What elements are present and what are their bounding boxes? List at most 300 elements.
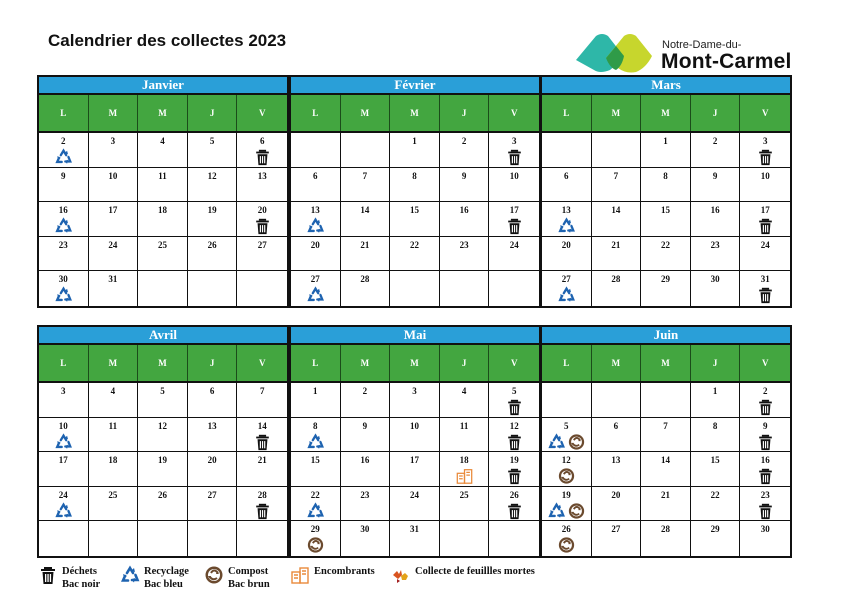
collection-icons	[542, 286, 591, 304]
trash-icon	[505, 502, 524, 520]
day-cell	[291, 418, 341, 453]
day-number: 25	[108, 489, 118, 500]
day-cell	[691, 521, 741, 556]
recycle-icon	[306, 433, 325, 451]
day-number: 5	[564, 420, 569, 431]
day-number: 6	[564, 170, 569, 181]
day-number: 17	[509, 205, 519, 216]
collection-icons	[740, 398, 790, 416]
day-number: 8	[663, 170, 668, 181]
day-cell	[489, 452, 539, 487]
collection-icons	[489, 467, 539, 485]
day-cell	[291, 133, 341, 168]
day-cell	[237, 271, 287, 306]
day-number: 9	[712, 170, 718, 181]
day-cell	[341, 487, 391, 522]
day-cell	[641, 271, 691, 306]
day-cell	[542, 133, 592, 168]
trash-icon	[505, 148, 524, 166]
day-number: 20	[257, 205, 267, 216]
day-cell	[489, 133, 539, 168]
day-cell	[237, 452, 287, 487]
day-number: 5	[160, 386, 165, 396]
day-cell	[390, 452, 440, 487]
day-number: 17	[760, 205, 770, 216]
collection-icons	[39, 433, 88, 451]
day-number: 14	[660, 455, 670, 466]
day-cell	[489, 487, 539, 522]
day-cell	[390, 418, 440, 453]
day-cell	[489, 271, 539, 306]
trash-icon	[756, 467, 775, 485]
day-cell	[592, 487, 642, 522]
day-cell	[188, 452, 238, 487]
day-cell	[39, 202, 89, 237]
day-cell	[641, 237, 691, 272]
trash-icon	[756, 502, 775, 520]
weekday-label: J	[691, 95, 741, 131]
day-number: 20	[310, 239, 320, 250]
day-cell	[341, 271, 391, 306]
day-cell	[341, 237, 391, 272]
collection-icons	[740, 217, 790, 235]
weekday-header	[542, 95, 790, 133]
day-cell	[188, 202, 238, 237]
day-cell	[291, 521, 341, 556]
month-name: Mars	[542, 77, 790, 95]
day-number: 26	[561, 524, 571, 535]
day-cell	[89, 487, 139, 522]
recycle-icon	[54, 433, 73, 451]
day-number: 1	[412, 136, 417, 146]
day-cell	[740, 521, 790, 556]
collection-icons	[489, 502, 539, 520]
day-cell	[341, 133, 391, 168]
day-number: 5	[511, 386, 517, 396]
day-number: 21	[660, 489, 670, 500]
day-cell	[489, 418, 539, 453]
day-number: 2	[712, 136, 718, 146]
day-number: 24	[58, 489, 68, 500]
day-cell	[341, 168, 391, 203]
day-number: 11	[108, 420, 118, 431]
legend-line1: Collecte de feuillles mortes	[415, 566, 535, 577]
day-cell	[592, 133, 642, 168]
legend-line1: Déchets	[62, 566, 97, 577]
day-cell	[188, 418, 238, 453]
day-cell	[237, 202, 287, 237]
day-number: 27	[561, 274, 571, 285]
collection-icons	[291, 502, 340, 520]
day-number: 3	[61, 386, 66, 396]
collection-icons	[489, 398, 539, 416]
legend-text	[228, 565, 270, 591]
day-number: 28	[360, 274, 370, 285]
day-cell	[138, 133, 188, 168]
day-cell	[291, 487, 341, 522]
day-cell	[691, 487, 741, 522]
weekday-label: M	[138, 345, 188, 381]
weekday-label: L	[39, 345, 89, 381]
day-cell	[89, 237, 139, 272]
day-cell	[641, 202, 691, 237]
day-cell	[188, 271, 238, 306]
day-number: 25	[157, 239, 167, 250]
legend-text	[415, 565, 535, 578]
weekday-label: M	[390, 345, 440, 381]
day-number: 3	[110, 136, 116, 146]
day-number: 2	[61, 136, 66, 146]
weekday-label: V	[761, 358, 769, 368]
day-cell	[740, 418, 790, 453]
day-cell	[188, 133, 238, 168]
trash-icon	[505, 398, 524, 416]
day-number: 14	[257, 420, 267, 431]
municipality-logo	[572, 30, 794, 76]
day-cell	[390, 487, 440, 522]
day-number: 5	[209, 136, 215, 146]
day-cell	[291, 202, 341, 237]
day-cell	[39, 487, 89, 522]
legend-line1: Encombrants	[314, 566, 375, 577]
day-number: 24	[108, 239, 118, 250]
day-number: 1	[663, 136, 668, 146]
day-number: 16	[459, 205, 469, 216]
day-number: 26	[207, 239, 217, 250]
day-cell	[691, 237, 741, 272]
day-number: 10	[58, 420, 68, 431]
weekday-label: M	[89, 345, 139, 381]
day-number: 24	[409, 489, 419, 500]
day-number: 4	[461, 386, 467, 396]
day-grid	[542, 133, 790, 306]
day-number: 2	[762, 386, 768, 396]
trash-icon	[505, 467, 524, 485]
day-cell	[641, 168, 691, 203]
logo-leaves-icon	[572, 30, 664, 76]
day-cell	[39, 418, 89, 453]
collection-icons	[39, 286, 88, 304]
day-number: 11	[459, 420, 469, 431]
day-number: 18	[459, 455, 469, 466]
day-number: 21	[611, 239, 621, 250]
collection-icons	[740, 502, 790, 520]
day-cell	[740, 487, 790, 522]
day-cell	[489, 383, 539, 418]
day-cell	[542, 487, 592, 522]
day-cell	[740, 133, 790, 168]
legend-line1: Recyclage	[144, 566, 189, 577]
day-number: 30	[58, 274, 68, 285]
weekday-header	[291, 95, 539, 133]
collection-icons	[542, 433, 591, 451]
day-cell	[641, 418, 691, 453]
day-number: 22	[310, 489, 320, 500]
weekday-label: L	[291, 95, 341, 131]
legend-item-leaves	[391, 565, 535, 585]
day-number: 29	[660, 274, 670, 285]
day-cell	[138, 452, 188, 487]
day-cell	[592, 271, 642, 306]
day-cell	[390, 133, 440, 168]
day-cell	[237, 521, 287, 556]
day-cell	[542, 202, 592, 237]
day-number: 4	[160, 136, 165, 146]
legend-text	[314, 565, 375, 578]
day-number: 31	[409, 524, 419, 535]
month-5	[540, 325, 792, 558]
day-cell	[390, 521, 440, 556]
day-cell	[89, 168, 139, 203]
day-number: 7	[259, 386, 265, 396]
day-number: 15	[310, 455, 320, 466]
weekday-label: V	[258, 358, 266, 368]
day-number: 12	[561, 455, 571, 466]
collection-icons	[542, 502, 591, 520]
day-cell	[390, 202, 440, 237]
compost-icon	[306, 536, 325, 554]
day-number: 22	[409, 239, 419, 250]
day-cell	[341, 383, 391, 418]
day-cell	[691, 133, 741, 168]
day-cell	[89, 452, 139, 487]
day-number: 22	[710, 489, 720, 500]
day-number: 12	[509, 420, 519, 431]
day-number: 18	[108, 455, 118, 466]
day-cell	[641, 133, 691, 168]
day-number: 29	[710, 524, 720, 535]
day-number: 2	[461, 136, 467, 146]
weekday-label: J	[188, 345, 238, 381]
day-cell	[188, 383, 238, 418]
legend-line1: Compost	[228, 566, 269, 577]
day-number: 12	[207, 170, 217, 181]
day-grid	[39, 133, 287, 306]
day-number: 6	[313, 170, 318, 181]
weekday-label: L	[542, 345, 592, 381]
day-cell	[440, 133, 490, 168]
day-cell	[138, 271, 188, 306]
weekday-label: V	[761, 108, 769, 118]
month-3	[37, 325, 289, 558]
day-number: 21	[360, 239, 370, 250]
day-cell	[542, 383, 592, 418]
day-number: 19	[561, 489, 571, 500]
legend-item-bulky	[290, 565, 375, 585]
collection-icons	[489, 217, 539, 235]
day-number: 13	[611, 455, 621, 466]
day-cell	[138, 237, 188, 272]
day-cell	[542, 237, 592, 272]
day-number: 21	[257, 455, 267, 466]
day-cell	[641, 452, 691, 487]
day-cell	[138, 383, 188, 418]
day-number: 6	[209, 386, 215, 396]
trash-icon	[756, 398, 775, 416]
day-cell	[237, 487, 287, 522]
weekday-header	[39, 95, 287, 133]
collection-icons	[237, 148, 287, 166]
collection-icons	[740, 433, 790, 451]
legend-text	[62, 565, 100, 591]
day-cell	[440, 202, 490, 237]
legend-text	[144, 565, 189, 591]
day-number: 26	[509, 489, 519, 500]
day-cell	[237, 133, 287, 168]
month-name: Janvier	[39, 77, 287, 95]
legend-item-recycle	[120, 565, 189, 591]
day-number: 18	[157, 205, 167, 216]
collection-icons	[489, 433, 539, 451]
day-cell	[188, 521, 238, 556]
legend-line2: Bac noir	[62, 579, 101, 590]
day-cell	[440, 237, 490, 272]
day-number: 20	[611, 489, 621, 500]
weekday-label: M	[390, 95, 440, 131]
day-number: 26	[157, 489, 167, 500]
day-number: 14	[611, 205, 621, 216]
day-cell	[440, 271, 490, 306]
day-cell	[39, 237, 89, 272]
weekday-label: M	[592, 95, 642, 131]
compost-icon	[567, 433, 586, 451]
month-name: Mai	[291, 327, 539, 345]
weekday-label: M	[341, 345, 391, 381]
day-cell	[542, 271, 592, 306]
legend-line2: Bac bleu	[144, 579, 183, 590]
compost-icon	[567, 502, 586, 520]
weekday-label: M	[592, 345, 642, 381]
day-number: 13	[561, 205, 571, 216]
day-number: 22	[660, 239, 670, 250]
day-number: 6	[613, 420, 619, 431]
collection-icons	[291, 286, 340, 304]
trash-icon	[756, 286, 775, 304]
day-cell	[740, 271, 790, 306]
weekday-label: V	[510, 358, 518, 368]
collection-icons	[39, 217, 88, 235]
day-cell	[89, 418, 139, 453]
day-number: 27	[611, 524, 621, 535]
day-cell	[89, 271, 139, 306]
day-cell	[237, 418, 287, 453]
compost-icon	[557, 536, 576, 554]
weekday-label: M	[138, 95, 188, 131]
day-cell	[641, 521, 691, 556]
logo-text-big: Mont-Carmel	[661, 50, 792, 73]
day-cell	[390, 271, 440, 306]
page-title: Calendrier des collectes 2023	[48, 31, 287, 50]
day-number: 28	[660, 524, 670, 535]
day-cell	[641, 383, 691, 418]
day-number: 27	[310, 274, 320, 285]
collection-icons	[39, 148, 88, 166]
weekday-label: L	[291, 345, 341, 381]
day-number: 4	[110, 386, 116, 396]
day-number: 9	[61, 170, 66, 181]
month-name: Avril	[39, 327, 287, 345]
day-number: 24	[509, 239, 519, 250]
day-number: 16	[710, 205, 720, 216]
day-number: 16	[58, 205, 68, 216]
day-cell	[138, 418, 188, 453]
day-cell	[440, 168, 490, 203]
day-number: 8	[412, 170, 417, 181]
collection-icons	[39, 502, 88, 520]
day-cell	[592, 168, 642, 203]
day-cell	[489, 202, 539, 237]
day-cell	[740, 237, 790, 272]
day-cell	[138, 168, 188, 203]
weekday-label: L	[542, 95, 592, 131]
day-cell	[489, 237, 539, 272]
day-number: 25	[459, 489, 469, 500]
trash-icon	[38, 565, 58, 585]
day-number: 19	[207, 205, 217, 216]
day-cell	[89, 383, 139, 418]
recycle-icon	[557, 286, 576, 304]
day-cell	[291, 271, 341, 306]
day-number: 8	[313, 420, 318, 431]
day-number: 31	[108, 274, 118, 285]
weekday-label: V	[258, 108, 266, 118]
collection-icons	[542, 467, 591, 485]
day-number: 2	[362, 386, 368, 396]
logo-text-small: Notre-Dame-du-	[662, 39, 742, 51]
day-number: 17	[108, 205, 118, 216]
day-cell	[291, 168, 341, 203]
weekday-label: M	[641, 95, 691, 131]
day-number: 10	[108, 170, 118, 181]
day-cell	[237, 168, 287, 203]
compost-icon	[204, 565, 224, 585]
day-cell	[440, 487, 490, 522]
day-cell	[390, 383, 440, 418]
legend-item-trash	[38, 565, 100, 591]
day-number: 30	[360, 524, 370, 535]
day-number: 10	[509, 170, 519, 181]
bulky-icon	[455, 467, 474, 485]
weekday-label: J	[440, 95, 490, 131]
day-cell	[89, 202, 139, 237]
recycle-icon	[306, 217, 325, 235]
day-cell	[188, 168, 238, 203]
day-cell	[592, 202, 642, 237]
day-number: 12	[157, 420, 167, 431]
day-number: 13	[207, 420, 217, 431]
day-number: 10	[409, 420, 419, 431]
weekday-header	[291, 345, 539, 383]
day-number: 24	[760, 239, 770, 250]
day-number: 9	[762, 420, 768, 431]
day-cell	[237, 237, 287, 272]
collection-icons	[542, 536, 591, 554]
day-cell	[489, 168, 539, 203]
day-number: 30	[760, 524, 770, 535]
day-cell	[39, 383, 89, 418]
day-number: 10	[760, 170, 770, 181]
collection-icons	[291, 433, 340, 451]
weekday-label: M	[341, 95, 391, 131]
day-grid	[542, 383, 790, 556]
recycle-icon	[54, 148, 73, 166]
day-cell	[691, 202, 741, 237]
day-number: 15	[409, 205, 419, 216]
collection-icons	[440, 467, 489, 485]
day-cell	[291, 452, 341, 487]
day-number: 3	[412, 386, 417, 396]
month-name: Juin	[542, 327, 790, 345]
